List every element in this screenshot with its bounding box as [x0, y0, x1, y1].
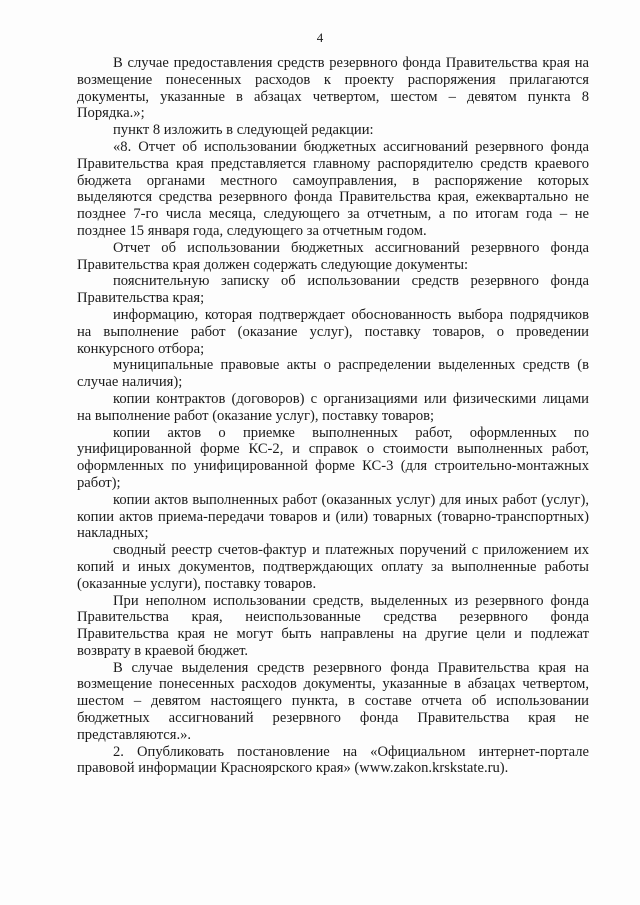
paragraph-amend-point-8: пункт 8 изложить в следующей редакции: [113, 122, 374, 139]
page-number: 4 [316, 30, 324, 45]
paragraph-report-contents: Отчет об использовании бюджетных ассигнований резервного фонда Правительства края должен содержать следующие документы: [77, 239, 589, 273]
paragraph-unused-funds: При неполном использовании средств, выделенных из резервного фонда Правительства края, неиспользованные средства резервного фонда Правительства края не могут быть направлены на другие цели и подлежат возврату в краевой бюджет. [77, 592, 589, 659]
list-item-contract-copies: копии контрактов (договоров) с организациями или физическими лицами на выполнение работ (оказание услуг), поставку товаров; [77, 390, 589, 424]
paragraph-reimbursement-documents: В случае выделения средств резервного фонда Правительства края на возмещение понесенных расходов документы, указанные в абзацах четвертом, шестом – девятом настоящего пункта, в составе отчета об использовании бюджетных ассигнований резервного фонда Правительства края не представляются.». [77, 659, 589, 743]
list-item-invoice-register: сводный реестр счетов-фактур и платежных поручений с приложением их копий и иных документов, подтверждающих оплату за выполненные работы (оказанные услуги), поставку товаров. [77, 542, 589, 592]
paragraph-reserve-fund-reimbursement: В случае предоставления средств резервного фонда Правительства края на возмещение понесенных расходов к проекту распоряжения прилагаются документы, указанные в абзацах четвертом, шестом – девятом пункта 8 Порядка.»; [77, 55, 589, 122]
list-item-explanatory-note: пояснительную записку об использовании средств резервного фонда Правительства края; [77, 273, 589, 307]
list-item-other-acts: копии актов выполненных работ (оказанных услуг) для иных работ (услуг), копии актов приема-передачи товаров и (или) товарных (товарно-транспортных) накладных; [77, 491, 589, 542]
list-item-ks2-ks3-acts: копии актов о приемке выполненных работ, оформленных по унифицированной форме КС-2, и справок о стоимости выполненных работ, оформленных по унифицированной форме КС-3 (для строительно-монтажных работ); [77, 424, 589, 491]
paragraph-publication: 2. Опубликовать постановление на «Официальном интернет-портале правовой информации Красноярского края» (www.zakon.krskstate.ru). [77, 743, 589, 777]
paragraph-report-submission: «8. Отчет об использовании бюджетных ассигнований резервного фонда Правительства края представляется главному распорядителю средств краевого бюджета органами местного самоуправления, в распоряжение которых выделяются средства резервного фонда Правительства края, ежеквартально не позднее 7-го числа месяца, следующего за отчетным, а по итогам года – не позднее 15 января года, следующего за отчетным годом. [77, 138, 589, 239]
list-item-municipal-acts: муниципальные правовые акты о распределении выделенных средств (в случае наличия); [77, 357, 589, 391]
document-body [77, 55, 589, 777]
list-item-contractor-selection: информацию, которая подтверждает обоснованность выбора подрядчиков на выполнение работ (оказание услуг), поставку товаров, о проведении конкурсного отбора; [77, 306, 589, 357]
